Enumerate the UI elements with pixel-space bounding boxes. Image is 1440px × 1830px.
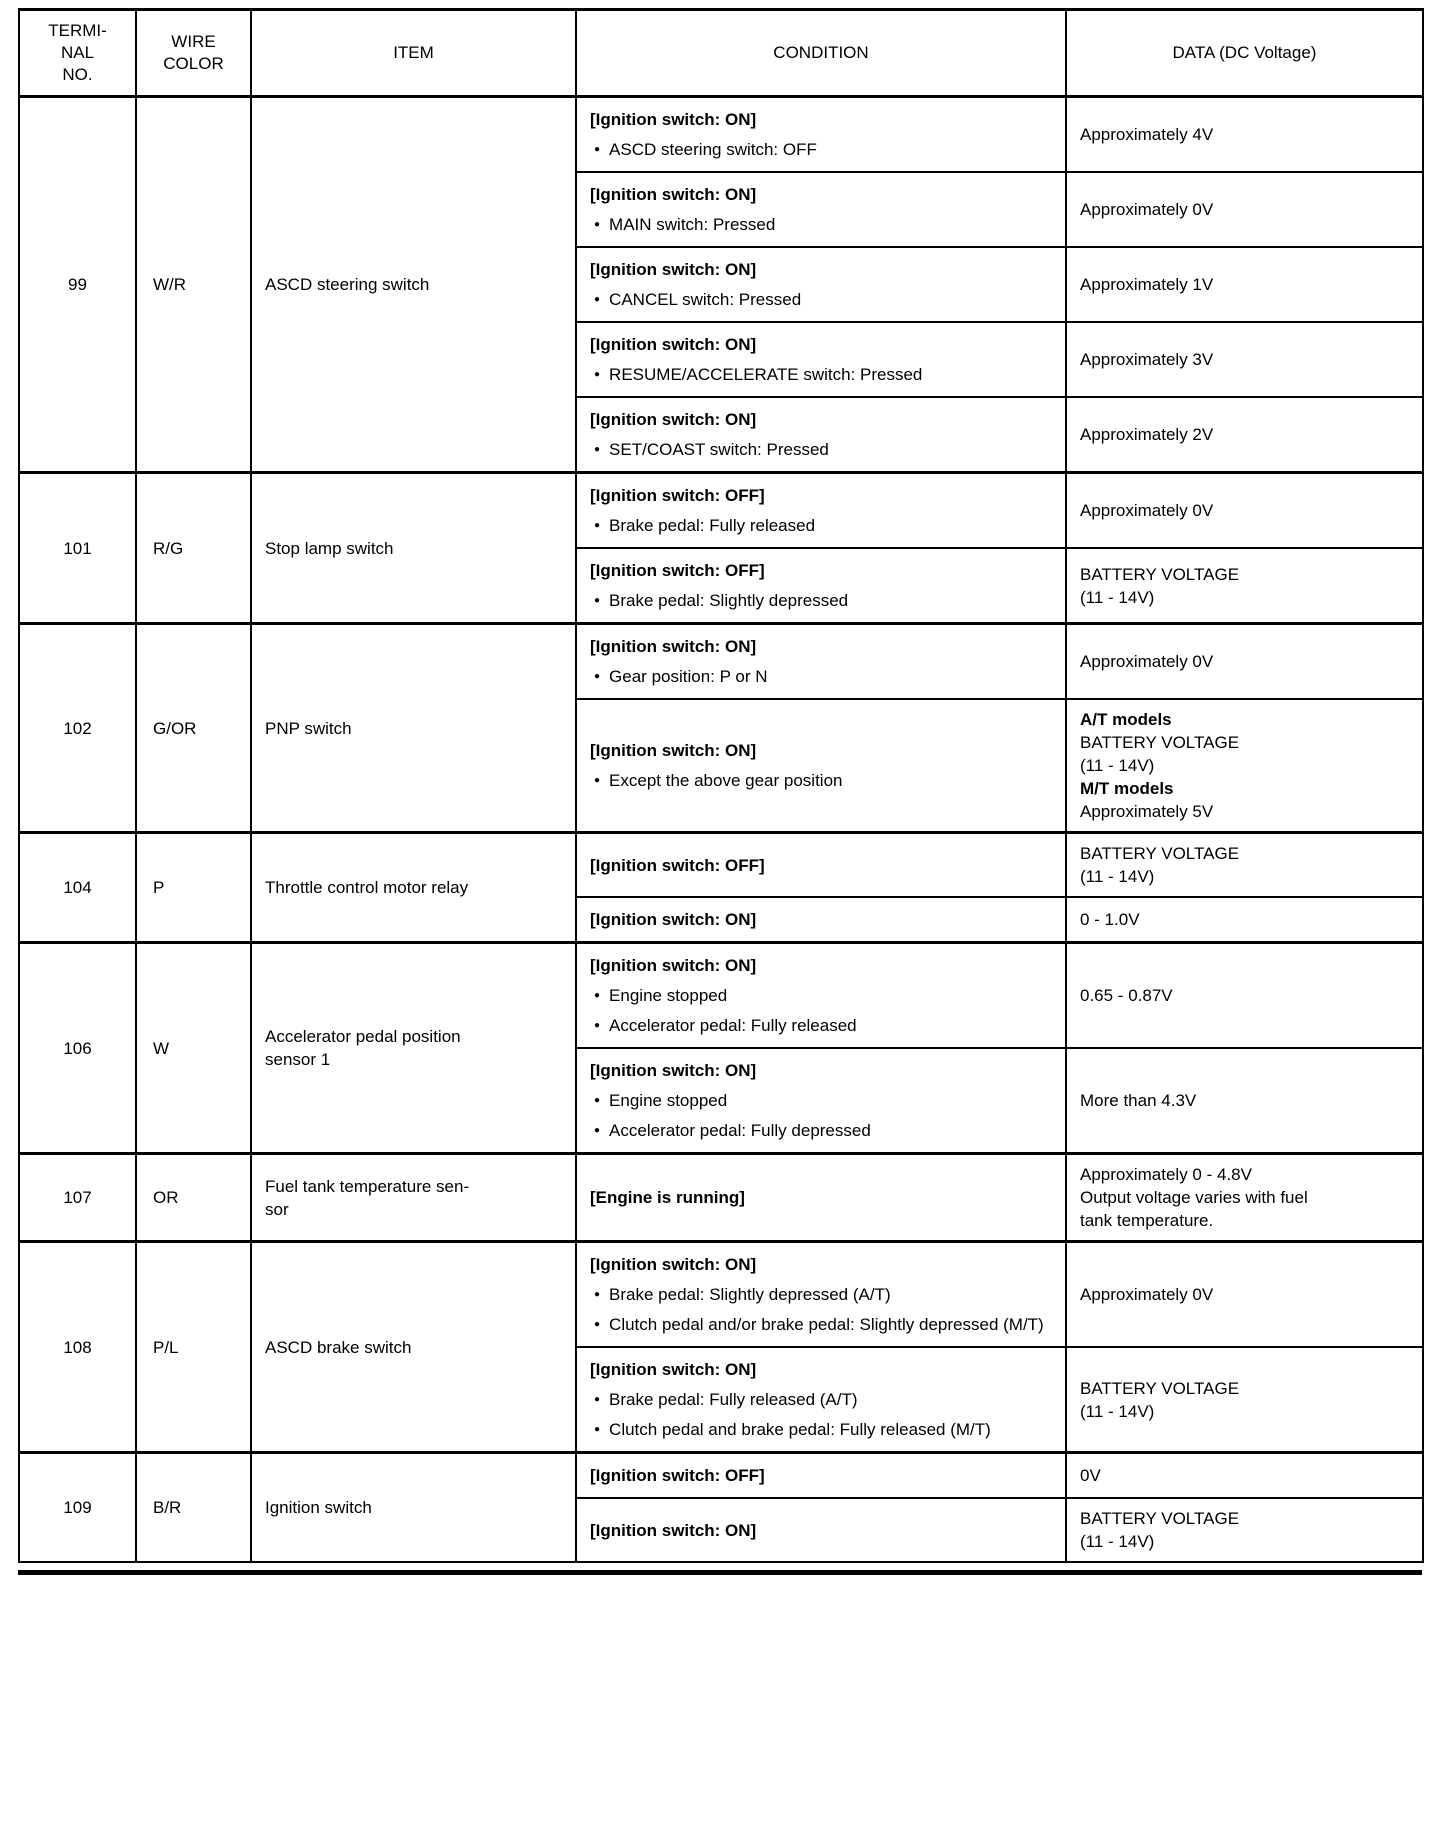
terminal-no-cell: 106 [19, 943, 136, 1154]
condition-bullet-item [590, 1418, 1053, 1441]
condition-bullet-item [590, 438, 1053, 461]
condition-header: [Ignition switch: ON] [590, 110, 757, 129]
condition-cell [576, 172, 1066, 247]
condition-bullet-text: Engine stopped [609, 986, 728, 1005]
data-line: 0 - 1.0V [1080, 910, 1140, 929]
data-cell [1066, 897, 1423, 943]
bullet-icon: ● [594, 990, 601, 1001]
data-line: Approximately 2V [1080, 425, 1214, 444]
data-line: BATTERY VOLTAGE (11 - 14V) [1080, 1378, 1240, 1421]
table-row [19, 624, 1423, 700]
condition-cell [576, 397, 1066, 473]
col-header-condition: CONDITION [576, 10, 1066, 97]
wire-color-cell: P [136, 833, 251, 943]
bullet-icon: ● [594, 1394, 601, 1405]
table-row [19, 1154, 1423, 1242]
condition-header: [Ignition switch: ON] [590, 1061, 757, 1080]
condition-bullet-item [590, 1313, 1053, 1336]
data-cell [1066, 1242, 1423, 1348]
condition-bullet-text: Accelerator pedal: Fully depressed [609, 1121, 871, 1140]
bullet-icon: ● [594, 294, 601, 305]
data-cell [1066, 172, 1423, 247]
data-cell [1066, 624, 1423, 700]
condition-cell [576, 1347, 1066, 1453]
bullet-icon: ● [594, 671, 601, 682]
condition-cell [576, 833, 1066, 898]
condition-cell [576, 1242, 1066, 1348]
condition-cell [576, 1154, 1066, 1242]
condition-header: [Ignition switch: ON] [590, 260, 757, 279]
terminal-no-cell: 101 [19, 473, 136, 624]
terminal-voltage-table [18, 8, 1424, 1563]
condition-bullet-item [590, 138, 1053, 161]
data-line: Approximately 1V [1080, 275, 1214, 294]
data-line-mt-models-value: Approximately 5V [1080, 802, 1214, 821]
condition-header: [Ignition switch: ON] [590, 335, 757, 354]
condition-header: [Ignition switch: ON] [590, 741, 757, 760]
wire-color-cell: OR [136, 1154, 251, 1242]
data-line-at-models-label: A/T models [1080, 710, 1172, 729]
condition-cell [576, 1498, 1066, 1562]
condition-header: [Ignition switch: ON] [590, 410, 757, 429]
data-line: Approximately 4V [1080, 125, 1214, 144]
terminal-no-cell: 107 [19, 1154, 136, 1242]
condition-header: [Ignition switch: ON] [590, 1520, 757, 1540]
data-cell [1066, 1154, 1423, 1242]
wire-color-cell: W/R [136, 97, 251, 473]
data-cell [1066, 97, 1423, 173]
condition-cell [576, 473, 1066, 549]
data-cell [1066, 473, 1423, 549]
condition-header: [Ignition switch: OFF] [590, 855, 765, 875]
wire-color-cell: W [136, 943, 251, 1154]
bullet-icon: ● [594, 1020, 601, 1031]
condition-header: [Ignition switch: ON] [590, 910, 757, 929]
bullet-icon: ● [594, 775, 601, 786]
condition-bullet-item [590, 1388, 1053, 1411]
col-header-wire-color: WIRE COLOR [136, 10, 251, 97]
bullet-icon: ● [594, 1424, 601, 1435]
condition-bullet-text: Except the above gear position [609, 771, 843, 790]
item-cell: PNP switch [251, 624, 576, 833]
condition-header: [Engine is running] [590, 1188, 745, 1207]
condition-bullet-item [590, 769, 1053, 792]
bullet-icon: ● [594, 1095, 601, 1106]
data-line-at-models-value: BATTERY VOLTAGE (11 - 14V) [1080, 733, 1240, 775]
condition-header: [Ignition switch: ON] [590, 1360, 757, 1379]
condition-cell [576, 322, 1066, 397]
condition-header: [Ignition switch: ON] [590, 956, 757, 975]
condition-cell [576, 548, 1066, 624]
condition-cell [576, 247, 1066, 322]
bullet-icon: ● [594, 595, 601, 606]
condition-header: [Ignition switch: ON] [590, 1255, 757, 1274]
bullet-icon: ● [594, 219, 601, 230]
bullet-icon: ● [594, 1289, 601, 1300]
data-line: More than 4.3V [1080, 1091, 1197, 1110]
condition-header: [Ignition switch: ON] [590, 185, 757, 204]
col-header-item: ITEM [251, 10, 576, 97]
data-line-mt-models-label: M/T models [1080, 779, 1174, 798]
condition-bullet-text: Brake pedal: Fully released (A/T) [609, 1390, 858, 1409]
condition-bullet-text: RESUME/ACCELERATE switch: Pressed [609, 365, 923, 384]
data-cell [1066, 943, 1423, 1049]
data-cell [1066, 322, 1423, 397]
condition-bullet-item [590, 665, 1053, 688]
data-cell [1066, 1453, 1423, 1499]
data-cell [1066, 699, 1423, 833]
data-line: 0V [1080, 1466, 1101, 1485]
item-cell: Ignition switch [251, 1453, 576, 1563]
condition-bullet-text: Brake pedal: Fully released [609, 516, 816, 535]
data-line: Approximately 0V [1080, 652, 1214, 671]
data-line: Approximately 0V [1080, 501, 1214, 520]
data-cell [1066, 1048, 1423, 1154]
condition-cell [576, 699, 1066, 833]
table-row [19, 943, 1423, 1049]
wire-color-cell: R/G [136, 473, 251, 624]
item-cell: ASCD steering switch [251, 97, 576, 473]
data-cell [1066, 833, 1423, 898]
condition-bullet-item [590, 288, 1053, 311]
table-row [19, 473, 1423, 549]
condition-bullet-text: Gear position: P or N [609, 667, 768, 686]
data-cell [1066, 1498, 1423, 1562]
table-row [19, 1453, 1423, 1499]
condition-header: [Ignition switch: ON] [590, 637, 757, 656]
condition-bullet-item [590, 1283, 1053, 1306]
bullet-icon: ● [594, 444, 601, 455]
bullet-icon: ● [594, 369, 601, 380]
data-line: BATTERY VOLTAGE (11 - 14V) [1080, 564, 1240, 607]
item-cell: Throttle control motor relay [251, 833, 576, 943]
condition-bullet-text: Brake pedal: Slightly depressed [609, 591, 849, 610]
terminal-no-cell: 108 [19, 1242, 136, 1453]
condition-bullet-item [590, 363, 1053, 386]
data-line: 0.65 - 0.87V [1080, 986, 1173, 1005]
wire-color-cell: G/OR [136, 624, 251, 833]
condition-bullet-item [590, 514, 1053, 537]
condition-bullet-item [590, 213, 1053, 236]
data-line: Approximately 3V [1080, 350, 1214, 369]
condition-bullet-text: Engine stopped [609, 1091, 728, 1110]
data-line: Approximately 0V [1080, 200, 1214, 219]
bullet-icon: ● [594, 520, 601, 531]
condition-bullet-item [590, 589, 1053, 612]
condition-bullet-item [590, 984, 1053, 1007]
condition-cell [576, 897, 1066, 943]
condition-header: [Ignition switch: OFF] [590, 561, 765, 580]
data-line: BATTERY VOLTAGE (11 - 14V) [1080, 1509, 1240, 1551]
condition-bullet-text: Accelerator pedal: Fully released [609, 1016, 857, 1035]
condition-header: [Ignition switch: OFF] [590, 1466, 765, 1485]
condition-bullet-item [590, 1089, 1053, 1112]
header-row [19, 10, 1423, 97]
data-cell [1066, 247, 1423, 322]
bullet-icon: ● [594, 1319, 601, 1330]
item-cell: Stop lamp switch [251, 473, 576, 624]
col-header-data: DATA (DC Voltage) [1066, 10, 1423, 97]
condition-bullet-text: SET/COAST switch: Pressed [609, 440, 829, 459]
wire-color-cell: P/L [136, 1242, 251, 1453]
condition-cell [576, 943, 1066, 1049]
condition-bullet-item [590, 1119, 1053, 1142]
data-cell [1066, 548, 1423, 624]
condition-cell [576, 624, 1066, 700]
data-cell [1066, 397, 1423, 473]
col-header-terminal-no: TERMI- NAL NO. [19, 10, 136, 97]
terminal-no-cell: 104 [19, 833, 136, 943]
condition-bullet-text: Brake pedal: Slightly depressed (A/T) [609, 1285, 891, 1304]
wire-color-cell: B/R [136, 1453, 251, 1563]
bullet-icon: ● [594, 144, 601, 155]
condition-header: [Ignition switch: OFF] [590, 486, 765, 505]
condition-bullet-text: Clutch pedal and brake pedal: Fully released (M/T) [609, 1420, 991, 1439]
item-cell: ASCD brake switch [251, 1242, 576, 1453]
condition-bullet-text: ASCD steering switch: OFF [609, 140, 817, 159]
condition-bullet-text: CANCEL switch: Pressed [609, 290, 802, 309]
condition-cell [576, 97, 1066, 173]
condition-cell [576, 1453, 1066, 1499]
condition-bullet-item [590, 1014, 1053, 1037]
data-cell [1066, 1347, 1423, 1453]
terminal-no-cell: 102 [19, 624, 136, 833]
bullet-icon: ● [594, 1125, 601, 1136]
bottom-rule [18, 1570, 1422, 1575]
table-row [19, 97, 1423, 173]
condition-cell [576, 1048, 1066, 1154]
data-line: Approximately 0V [1080, 1285, 1214, 1304]
terminal-no-cell: 99 [19, 97, 136, 473]
condition-bullet-text: MAIN switch: Pressed [609, 215, 776, 234]
item-cell: Fuel tank temperature sen- sor [251, 1154, 576, 1242]
table-row [19, 833, 1423, 898]
condition-bullet-text: Clutch pedal and/or brake pedal: Slightly depressed (M/T) [609, 1315, 1044, 1334]
terminal-no-cell: 109 [19, 1453, 136, 1563]
data-line: BATTERY VOLTAGE (11 - 14V) [1080, 844, 1240, 886]
table-row [19, 1242, 1423, 1348]
data-line: Approximately 0 - 4.8V Output voltage varies with fuel tank temperature. [1080, 1165, 1308, 1230]
item-cell: Accelerator pedal position sensor 1 [251, 943, 576, 1154]
